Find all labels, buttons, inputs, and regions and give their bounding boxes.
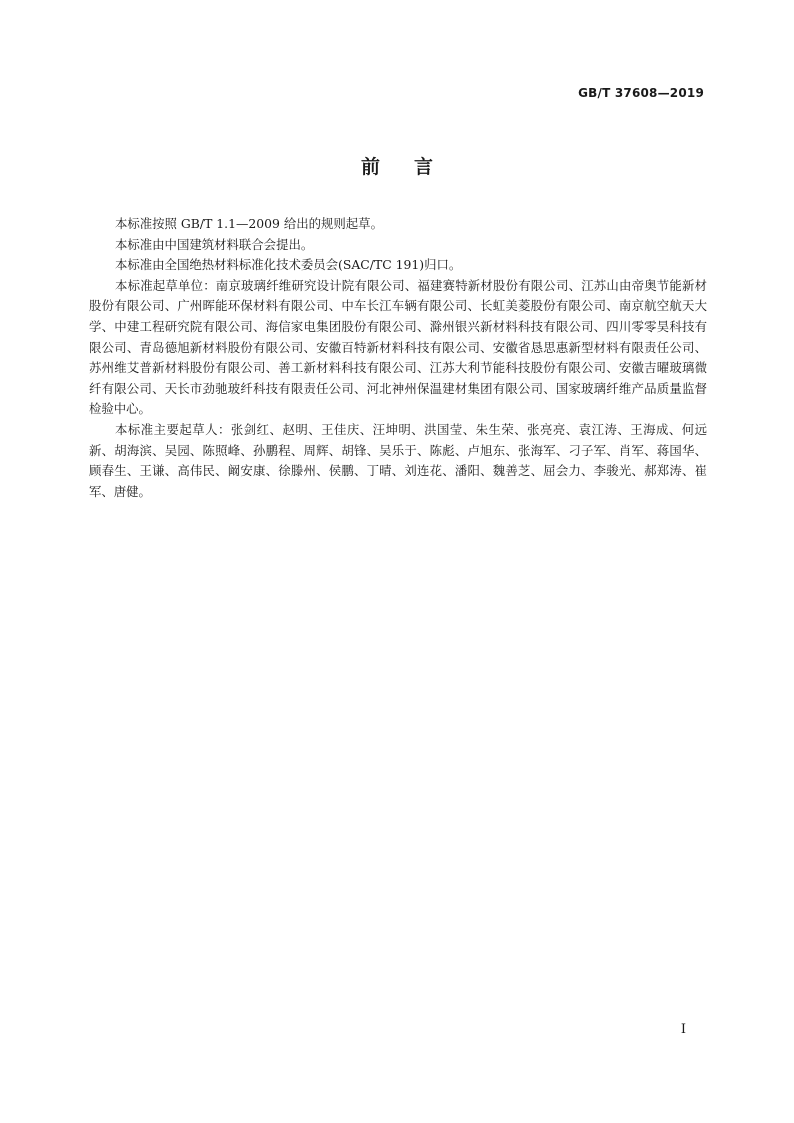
paragraph-drafters: 本标准主要起草人：张剑红、赵明、王佳庆、汪坤明、洪国莹、朱生荣、张亮亮、袁江涛、王海成、何远新、胡海滨、吴园、陈照峰、孙鹏程、周辉、胡锋、吴乐于、陈彪、卢旭东、张海军、刁子军、肖军、蒋国华、顾春生、王谦、高伟民、阚安康、徐滕州、侯鹏、丁晴、刘连花、潘阳、魏善芝、屈会力、李骏光、郝郑涛、崔军、唐健。: [89, 421, 707, 499]
paragraph-administration: 本标准由全国绝热材料标准化技术委员会(SAC/TC 191)归口。: [115, 257, 462, 273]
foreword-body: [89, 214, 707, 502]
paragraph-proposer: 本标准由中国建筑材料联合会提出。: [115, 236, 314, 252]
standard-code-header: GB/T 37608—2019: [578, 86, 704, 100]
page-title: 前言: [360, 156, 467, 178]
paragraph-drafting-rules: 本标准按照 GB/T 1.1—2009 给出的规则起草。: [115, 216, 383, 231]
page-number: I: [680, 1022, 686, 1037]
paragraph-drafting-units: 本标准起草单位：南京玻璃纤维研究设计院有限公司、福建赛特新材股份有限公司、江苏山由帝奥节能新材股份有限公司、广州晖能环保材料有限公司、中车长江车辆有限公司、长虹美菱股份有限公司、南京航空航天大学、中建工程研究院有限公司、海信家电集团股份有限公司、滁州银兴新材料科技有限公司、四川零零昊科技有限公司、青岛德旭新材料股份有限公司、安徽百特新材料科技有限公司、安徽省恳思惠新型材料有限责任公司、苏州维艾普新材料股份有限公司、善工新材料科技有限公司、江苏大利节能科技股份有限公司、安徽吉曜玻璃微纤有限公司、天长市劲驰玻纤科技有限责任公司、河北神州保温建材集团有限公司、国家玻璃纤维产品质量监督检验中心。: [89, 277, 707, 417]
